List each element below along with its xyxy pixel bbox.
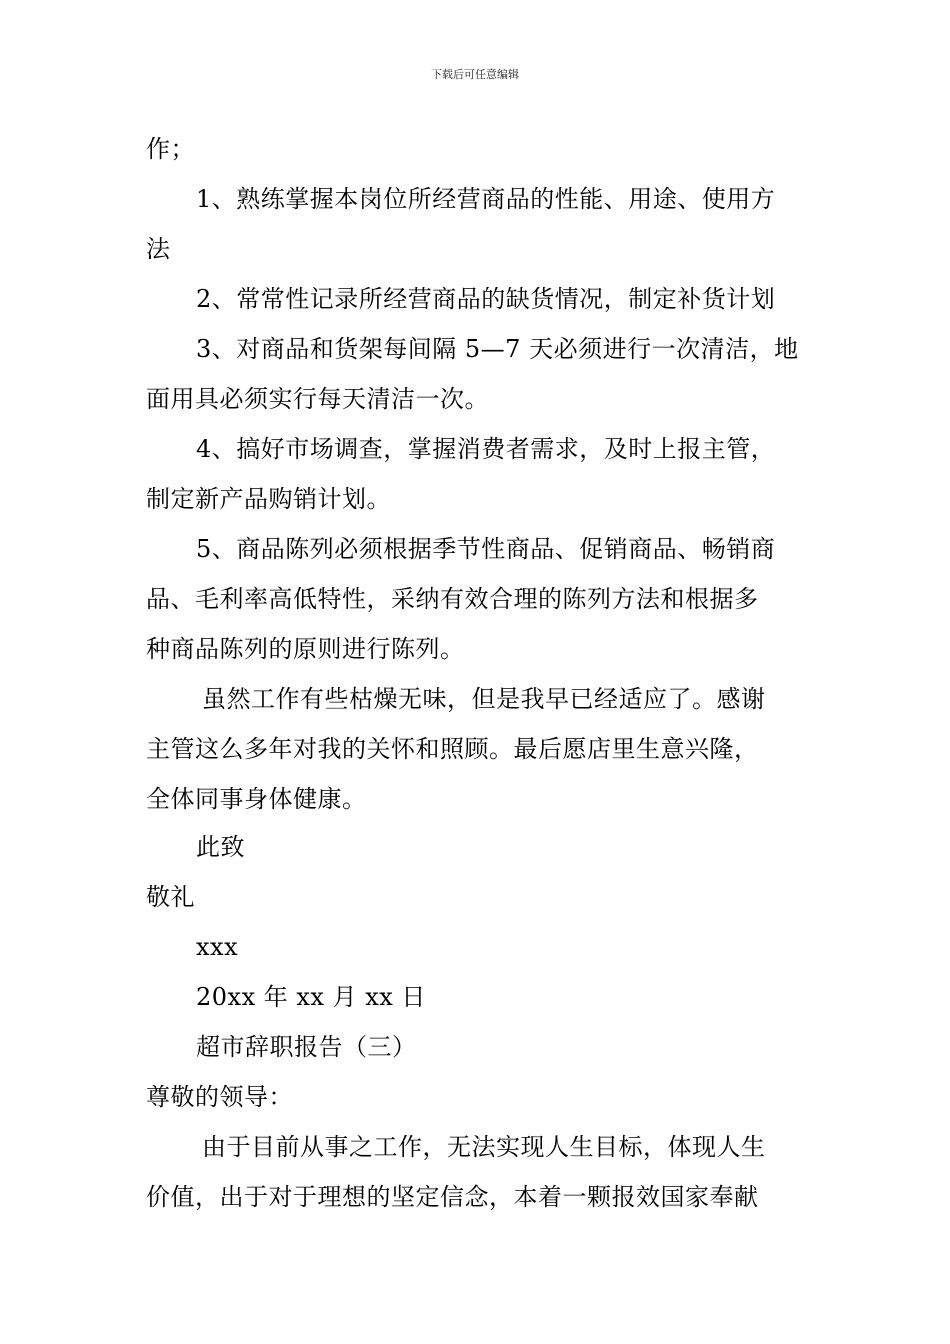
text-line: 制定新产品购销计划。: [146, 485, 391, 513]
letter-greeting: 尊敬的领导：: [146, 1083, 293, 1111]
text-line: 5、商品陈列必须根据季节性商品、促销商品、畅销商: [196, 535, 776, 563]
closing-regards: 敬礼: [146, 883, 195, 911]
signature-date: 20xx 年 xx 月 xx 日: [196, 983, 426, 1011]
signature-name: xxx: [196, 933, 239, 961]
text-line: 全体同事身体健康。: [146, 785, 367, 813]
closing-salutation: 此致: [196, 833, 245, 861]
text-line: 3、对商品和货架每间隔 5—7 天必须进行一次清洁，地: [196, 335, 799, 363]
text-line: 主管这么多年对我的关怀和照顾。最后愿店里生意兴隆，: [146, 735, 759, 763]
section-title: 超市辞职报告（三）: [196, 1033, 417, 1061]
text-line: 面用具必须实行每天清洁一次。: [146, 385, 489, 413]
text-line: 种商品陈列的原则进行陈列。: [146, 635, 465, 663]
text-line: 品、毛利率高低特性，采纳有效合理的陈列方法和根据多: [146, 585, 759, 613]
text-line: 作；: [146, 135, 195, 163]
text-line: 4、搞好市场调查，掌握消费者需求，及时上报主管，: [196, 435, 776, 463]
text-line: 1、熟练掌握本岗位所经营商品的性能、用途、使用方: [196, 185, 776, 213]
page-header: 下载后可任意编辑: [431, 68, 519, 81]
text-line: 法: [146, 235, 171, 263]
text-line: 价值，出于对于理想的坚定信念，本着一颗报效国家奉献: [146, 1183, 759, 1211]
text-line: 虽然工作有些枯燥无味，但是我早已经适应了。感谢: [202, 685, 766, 713]
text-line: 由于目前从事之工作，无法实现人生目标，体现人生: [202, 1133, 766, 1161]
text-line: 2、常常性记录所经营商品的缺货情况，制定补货计划: [196, 285, 776, 313]
